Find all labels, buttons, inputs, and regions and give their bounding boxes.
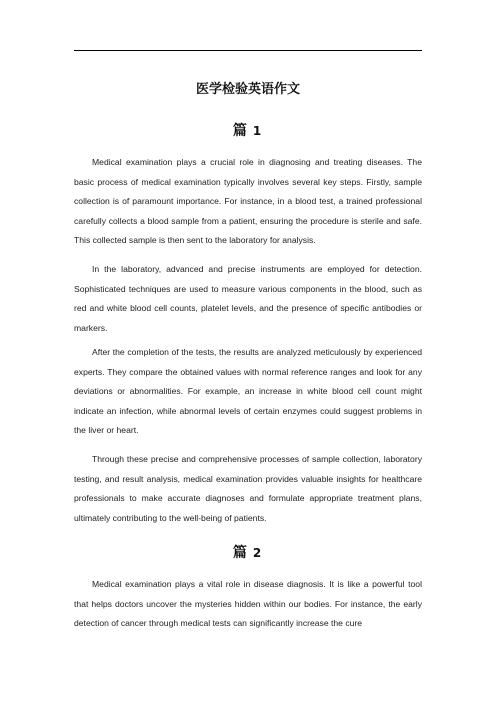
section-heading-label: 篇 [232,545,249,561]
section-number: 2 [252,546,264,560]
section-heading-1 [0,120,496,140]
document-title: 医学检验英语作文 [195,82,300,97]
paragraph: After the completion of the tests, the results are analyzed meticulously by experienced experts. They compare the obtained values with normal reference ranges and look for any deviations or abnormalities. For example, an increase in white blood cell count might indicate an infection, while abnormal levels of certain enzymes could suggest problems in the liver or heart. [74,347,422,435]
paragraph: In the laboratory, advanced and precise instruments are employed for detection. Sophisticated techniques are used to measure various components in the blood, such as red and white blood cell counts, platelet levels, and the presence of specific antibodies or markers. [74,264,422,333]
section-heading-label: 篇 [232,123,249,139]
section-heading-2 [0,542,496,562]
paragraph: Medical examination plays a crucial role in diagnosing and treating diseases. The basic process of medical examination typically involves several key steps. Firstly, sample collection is of paramount importance. For instance, in a blood test, a trained professional carefully collects a blood sample from a patient, ensuring the procedure is sterile and safe. This collected sample is then sent to the laboratory for analysis. [74,157,422,245]
header-rule [74,50,422,51]
paragraph: Through these precise and comprehensive processes of sample collection, laboratory testing, and result analysis, medical examination provides valuable insights for healthcare professionals to make accurate diagnoses and formulate appropriate treatment plans, ultimately contributing to the well-being of patients. [74,454,422,523]
section-number: 1 [252,124,264,138]
paragraph: Medical examination plays a vital role in disease diagnosis. It is like a powerful tool that helps doctors uncover the mysteries hidden within our bodies. For instance, the early detection of cancer through medical tests can significantly increase the cure [74,579,422,628]
